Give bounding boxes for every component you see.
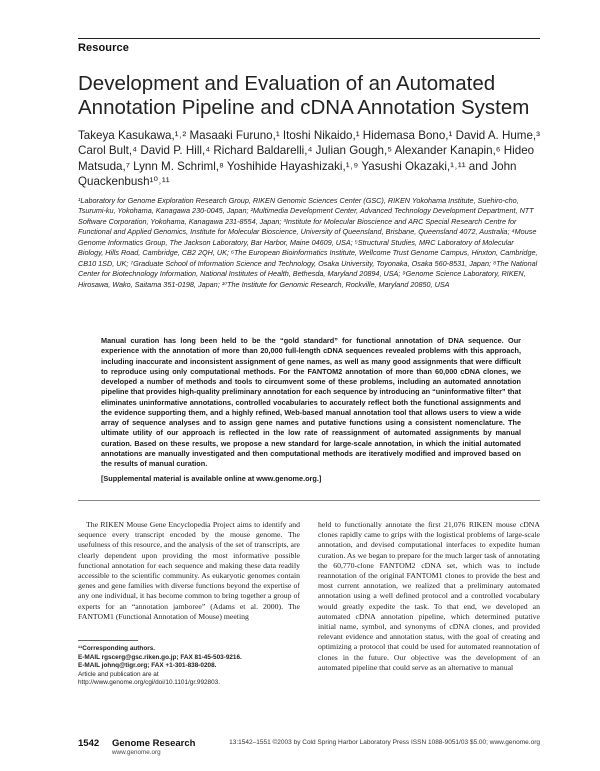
page-number: 1542 — [78, 738, 100, 749]
author-list: Takeya Kasukawa,¹˒² Masaaki Furuno,¹ Itoshi Nikaido,¹ Hidemasa Bono,¹ David A. Hume,³ Carol Bult,⁴ David P. Hill,⁴ Richard Baldarelli,⁴ Julian Gough,⁵ Alexander Kanapin,⁶ Hideo Matsuda,⁷ Lynn M. Schriml,⁸ Yoshihide Hayashizaki,¹˒⁹ Yasushi Okazaki,¹˒¹¹ and John Quackenbush¹⁰˒¹¹ — [78, 129, 540, 188]
correspondence-footnote — [78, 645, 300, 688]
body-column-left — [78, 520, 300, 622]
body-paragraph: held to functionally annotate the first 21,076 RIKEN mouse cDNA clones rapidly came to grips with the logistical problems of large-scale annotation, and devised computational interfaces to expedite human curation. As we began to prepare for the much larger task of annotating the 60,770-clone FANTOM2 cDNA set, which was to include reannotation of the original FANTOM1 clones to provide the best and most current annotation, we realized that a preliminary automated annotation using a well defined protocol and a controlled vocabulary would greatly expedite the task. To that end, we developed an automated cDNA annotation pipeline, which determined putative initial name, symbol, and synonyms of cDNA clones, and provided relevant evidence and annotation status, with the goal of creating and optimizing a protocol that could be used for automated reannotation of clones in the future. Our objective was the development of an automated pipeline that could serve as an alternative to manual — [318, 520, 540, 672]
citation-info: 13:1542–1551 ©2003 by Cold Spring Harbor Laboratory Press ISSN 1088-9051/03 $5.00; www.genome.org — [229, 739, 540, 746]
article-title: Development and Evaluation of an Automated Annotation Pipeline and cDNA Annotation System — [78, 72, 530, 119]
footnote-heading: ¹¹Corresponding authors. — [78, 645, 156, 652]
body-divider — [78, 500, 540, 501]
affiliations: ¹Laboratory for Genome Exploration Research Group, RIKEN Genomic Sciences Center (GSC), RIKEN Yokohama Institute, Suehiro-cho, Tsurumi-ku, Yokohama, Kanagawa 230-0045, Japan; ²Multimedia Development Center, Advanced Technology Development Department, NTT Software Corporation, Yokohama, Kanagawa 231-8554, Japan; ³Institute for Molecular Bioscience and ARC Special Research Centre for Functional and Applied Genomics, Institute for Molecular Bioscience, University of Queensland, Brisbane, Queensland 4072, Australia; ⁴Mouse Genome Informatics Group, The Jackson Laboratory, Bar Harbor, Maine 04609, USA; ⁵Structural Studies, MRC Laboratory of Molecular Biology, Hills Road, Cambridge, CB2 2QH, UK; ⁶The European Bioinformatics Institute, Wellcome Trust Genome Campus, Hinxton, Cambridge, CB10 1SD, UK; ⁷Graduate School of Information Science and Technology, Osaka University, Toyonaka, Osaka 560-8531, Japan; ⁸The National Center for Biotechnology Information, National Institutes of Health, Bethesda, Maryland 20894, USA; ⁹Genome Science Laboratory, RIKEN, Hirosawa, Wako, Saitama 351-0198, Japan; ¹⁰The Institute for Genomic Research, Rockville, Maryland 20850, USA — [78, 196, 538, 289]
section-label: Resource — [78, 42, 129, 54]
abstract: Manual curation has long been held to be the “gold standard” for functional annotation of DNA sequence. Our experience with the annotation of more than 20,000 full-length cDNA sequences revealed problems with this approach, including inaccurate and inconsistent assignment of gene names, as well as many good assignments that were difficult to reproduce using only computational methods. For the FANTOM2 annotation of more than 60,000 cDNA clones, we developed a number of methods and tools to circumvent some of these problems, including an automated annotation pipeline that provides high-quality preliminary annotation for each sequence by introducing an “uninformative filter” that eliminates uninformative annotations, controlled vocabularies to accurately reflect both the functional assignments and the evidence supporting them, and a highly refined, Web-based manual annotation tool that allows users to view a wide array of sequence analyses and to assign gene names and putative functions using a consistent nomenclature. The ultimate utility of our approach is reflected in the low rate of reassignment of automated assignments by manual curation. Based on these results, we propose a new standard for large-scale annotation, in which the initial automated annotations are manually investigated and then computational methods are iteratively modified and improved based on the results of manual curation. — [101, 336, 521, 468]
footnote-article-link: Article and publication are at http://www.genome.org/cgi/doi/10.1101/gr.992803. — [78, 670, 220, 687]
supplemental-note: [Supplemental material is available online at www.genome.org.] — [101, 474, 322, 483]
body-column-right — [318, 520, 540, 673]
top-rule — [78, 38, 540, 39]
footnote-email-1: E-MAIL rgscerg@gsc.riken.go.jp; FAX 81-45-503-9216. — [78, 653, 242, 661]
footnote-rule — [78, 640, 138, 641]
journal-name: Genome Research — [112, 738, 196, 749]
body-paragraph: The RIKEN Mouse Gene Encyclopedia Project aims to identify and sequence every transcript encoded by the mouse genome. The usefulness of this resource, and the analysis of the set of transcripts, are clearly dependent upon providing the most informative possible functional annotation for each sequence and making these data readily accessible to the scientific community. As eukaryotic genomes contain genes and gene families with diverse functions beyond the expertise of any one individual, it has become common to bring together a group of experts for an “annotation jamboree” (Adams et al. 2000). The FANTOM1 (Functional Annotation of Mouse) meeting — [78, 520, 300, 621]
journal-url: www.genome.org — [112, 749, 161, 756]
footnote-email-2: E-MAIL johnq@tigr.org; FAX +1-301-838-0208. — [78, 662, 217, 670]
page-footer — [78, 738, 540, 756]
